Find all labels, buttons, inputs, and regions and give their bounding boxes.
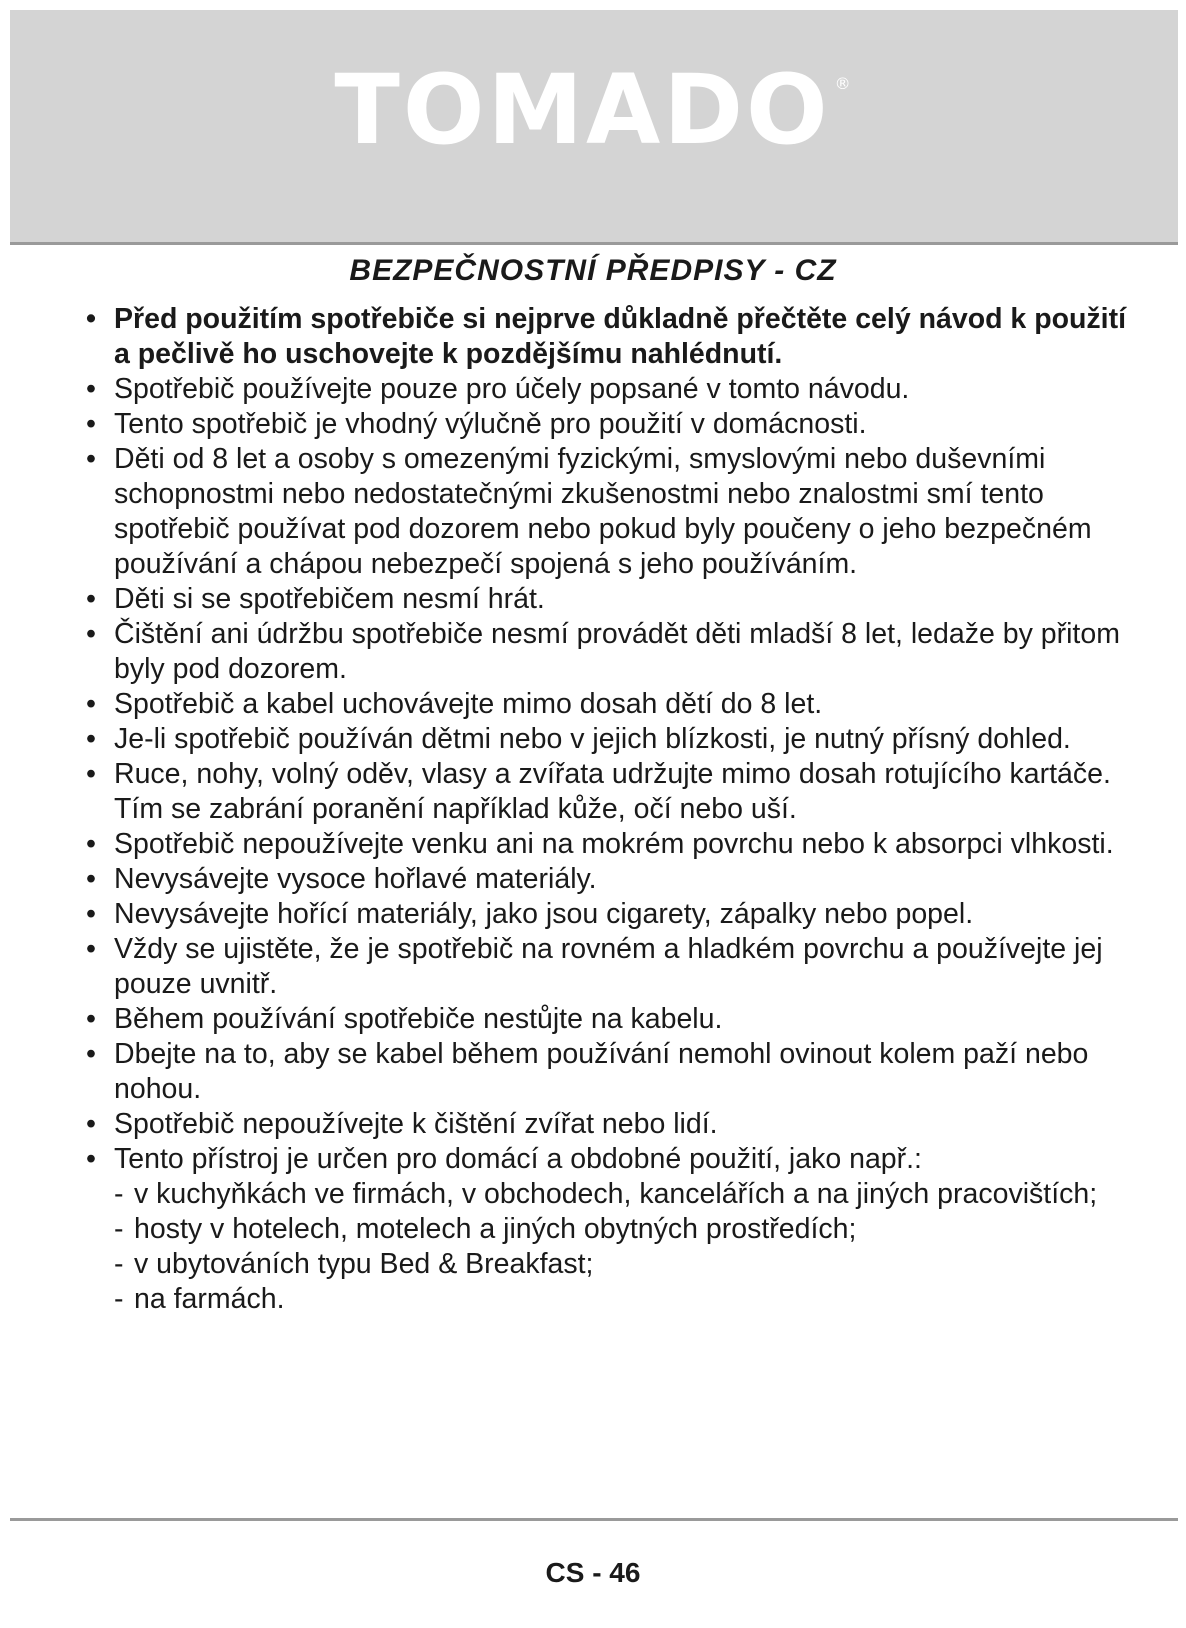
usage-sub-list [114, 1177, 1146, 1317]
sub-list-item: - na farmách. [114, 1282, 1146, 1317]
header-band [10, 10, 1178, 245]
page-number: CS - 46 [545, 1557, 641, 1588]
rule-item: • Před použitím spotřebiče si nejprve důkladně přečtěte celý návod k použití a pečlivě ho uschovejte k pozdějšímu nahlédnutí. [86, 302, 1146, 372]
rule-item: • Spotřebič a kabel uchovávejte mimo dosah dětí do 8 let. [86, 687, 1146, 722]
rule-item: • Tento spotřebič je vhodný výlučně pro použití v domácnosti. [86, 407, 1146, 442]
rule-item: • Vždy se ujistěte, že je spotřebič na rovném a hladkém povrchu a používejte jej pouze uvnitř. [86, 932, 1146, 1002]
rule-item: • Dbejte na to, aby se kabel během používání nemohl ovinout kolem paží nebo nohou. [86, 1037, 1146, 1107]
sub-list-item: - v kuchyňkách ve firmách, v obchodech, kancelářích a na jiných pracovištích; [114, 1177, 1146, 1212]
rule-item: • Spotřebič používejte pouze pro účely popsané v tomto návodu. [86, 372, 1146, 407]
rule-item: • Ruce, nohy, volný oděv, vlasy a zvířata udržujte mimo dosah rotujícího kartáče. Tím se zabrání poranění například kůže, očí nebo uší. [86, 757, 1146, 827]
rule-item: • Děti si se spotřebičem nesmí hrát. [86, 582, 1146, 617]
rule-item: • Děti od 8 let a osoby s omezenými fyzickými, smyslovými nebo duševními schopnostmi nebo nedostatečnými zkušenostmi nebo znalostmi smí tento spotřebič používat pod dozorem nebo pokud byly poučeny o jeho bezpečném používání a chápou nebezpečí spojená s jeho používáním. [86, 442, 1146, 582]
rule-item: • Nevysávejte hořící materiály, jako jsou cigarety, zápalky nebo popel. [86, 897, 1146, 932]
brand-logo [10, 54, 1178, 166]
rule-item-usage-text: Tento přístroj je určen pro domácí a obdobné použití, jako např.: [114, 1143, 922, 1175]
registered-mark: ® [834, 74, 854, 93]
safety-rules-list [86, 302, 1146, 1317]
brand-logo-text: TOMADO [334, 54, 831, 166]
footer-divider [10, 1518, 1178, 1521]
rule-item: • Spotřebič nepoužívejte venku ani na mokrém povrchu nebo k absorpci vlhkosti. [86, 827, 1146, 862]
rule-item-usage [86, 1142, 1146, 1317]
rule-item: • Spotřebič nepoužívejte k čištění zvířat nebo lidí. [86, 1107, 1146, 1142]
sub-list-item: - hosty v hotelech, motelech a jiných obytných prostředích; [114, 1212, 1146, 1247]
sub-list-item: - v ubytováních typu Bed & Breakfast; [114, 1247, 1146, 1282]
rule-item: • Je-li spotřebič používán dětmi nebo v jejich blízkosti, je nutný přísný dohled. [86, 722, 1146, 757]
section-title: BEZPEČNOSTNÍ PŘEDPISY - CZ [349, 254, 837, 287]
rule-item: • Čištění ani údržbu spotřebiče nesmí provádět děti mladší 8 let, ledaže by přitom byly pod dozorem. [86, 617, 1146, 687]
rule-item: • Nevysávejte vysoce hořlavé materiály. [86, 862, 1146, 897]
rule-item: • Během používání spotřebiče nestůjte na kabelu. [86, 1002, 1146, 1037]
